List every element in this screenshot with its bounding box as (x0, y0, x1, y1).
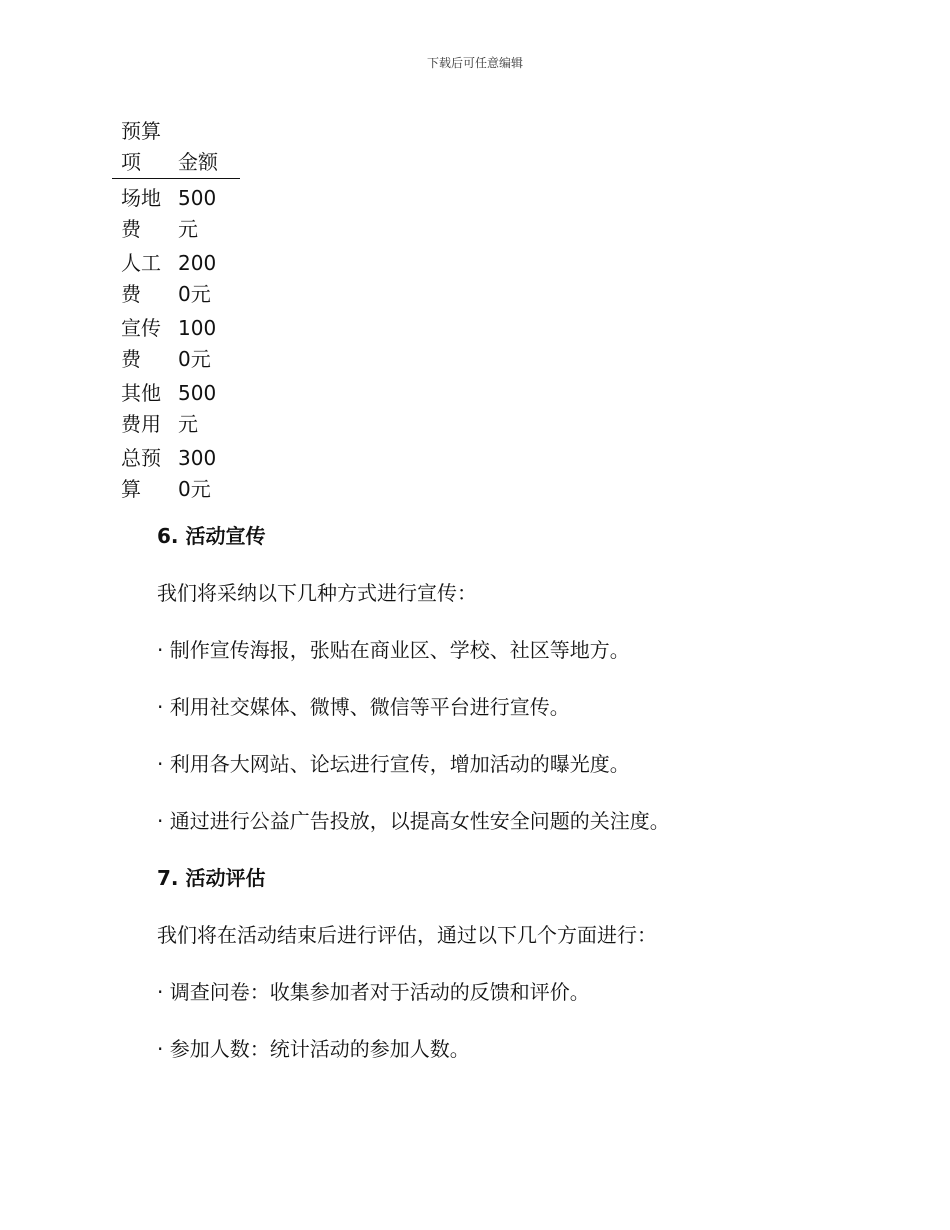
row-item: 场地费 (121, 186, 161, 241)
row-amount: 3000元 (178, 446, 217, 501)
bullet-item: · 参加人数：统计活动的参加人数。 (157, 1037, 470, 1061)
section-7-title: 7. 活动评估 (157, 866, 266, 890)
section-7-intro: 我们将在活动结束后进行评估，通过以下几个方面进行： (157, 923, 657, 947)
bullet-item: · 利用各大网站、论坛进行宣传，增加活动的曝光度。 (157, 752, 630, 776)
row-amount: 2000元 (178, 251, 217, 306)
row-item: 总预算 (121, 446, 161, 501)
header-amount: 金额 (178, 150, 218, 174)
table-row (112, 248, 240, 313)
table-header-row (112, 116, 240, 179)
budget-table (112, 116, 240, 508)
bullet-item: · 通过进行公益广告投放，以提高女性安全问题的关注度。 (157, 809, 670, 833)
row-amount: 500元 (178, 186, 217, 241)
table-row (112, 443, 240, 508)
section-6-title: 6. 活动宣传 (157, 524, 266, 548)
main-content (157, 516, 877, 1069)
section-6-intro: 我们将采纳以下几种方式进行宣传： (157, 581, 477, 605)
header-item: 预算项 (121, 119, 161, 174)
bullet-item: · 利用社交媒体、微博、微信等平台进行宣传。 (157, 695, 570, 719)
bullet-item: · 调查问卷：收集参加者对于活动的反馈和评价。 (157, 980, 590, 1004)
row-amount: 1000元 (178, 316, 217, 371)
bullet-item: · 制作宣传海报，张贴在商业区、学校、社区等地方。 (157, 638, 630, 662)
table-row (112, 378, 240, 443)
row-item: 人工费 (121, 251, 161, 306)
table-row (112, 179, 240, 249)
page-header: 下载后可任意编辑 (426, 56, 523, 70)
table-row (112, 313, 240, 378)
row-amount: 500元 (178, 381, 217, 436)
row-item: 宣传费 (121, 316, 161, 371)
row-item: 其他费用 (121, 381, 161, 436)
